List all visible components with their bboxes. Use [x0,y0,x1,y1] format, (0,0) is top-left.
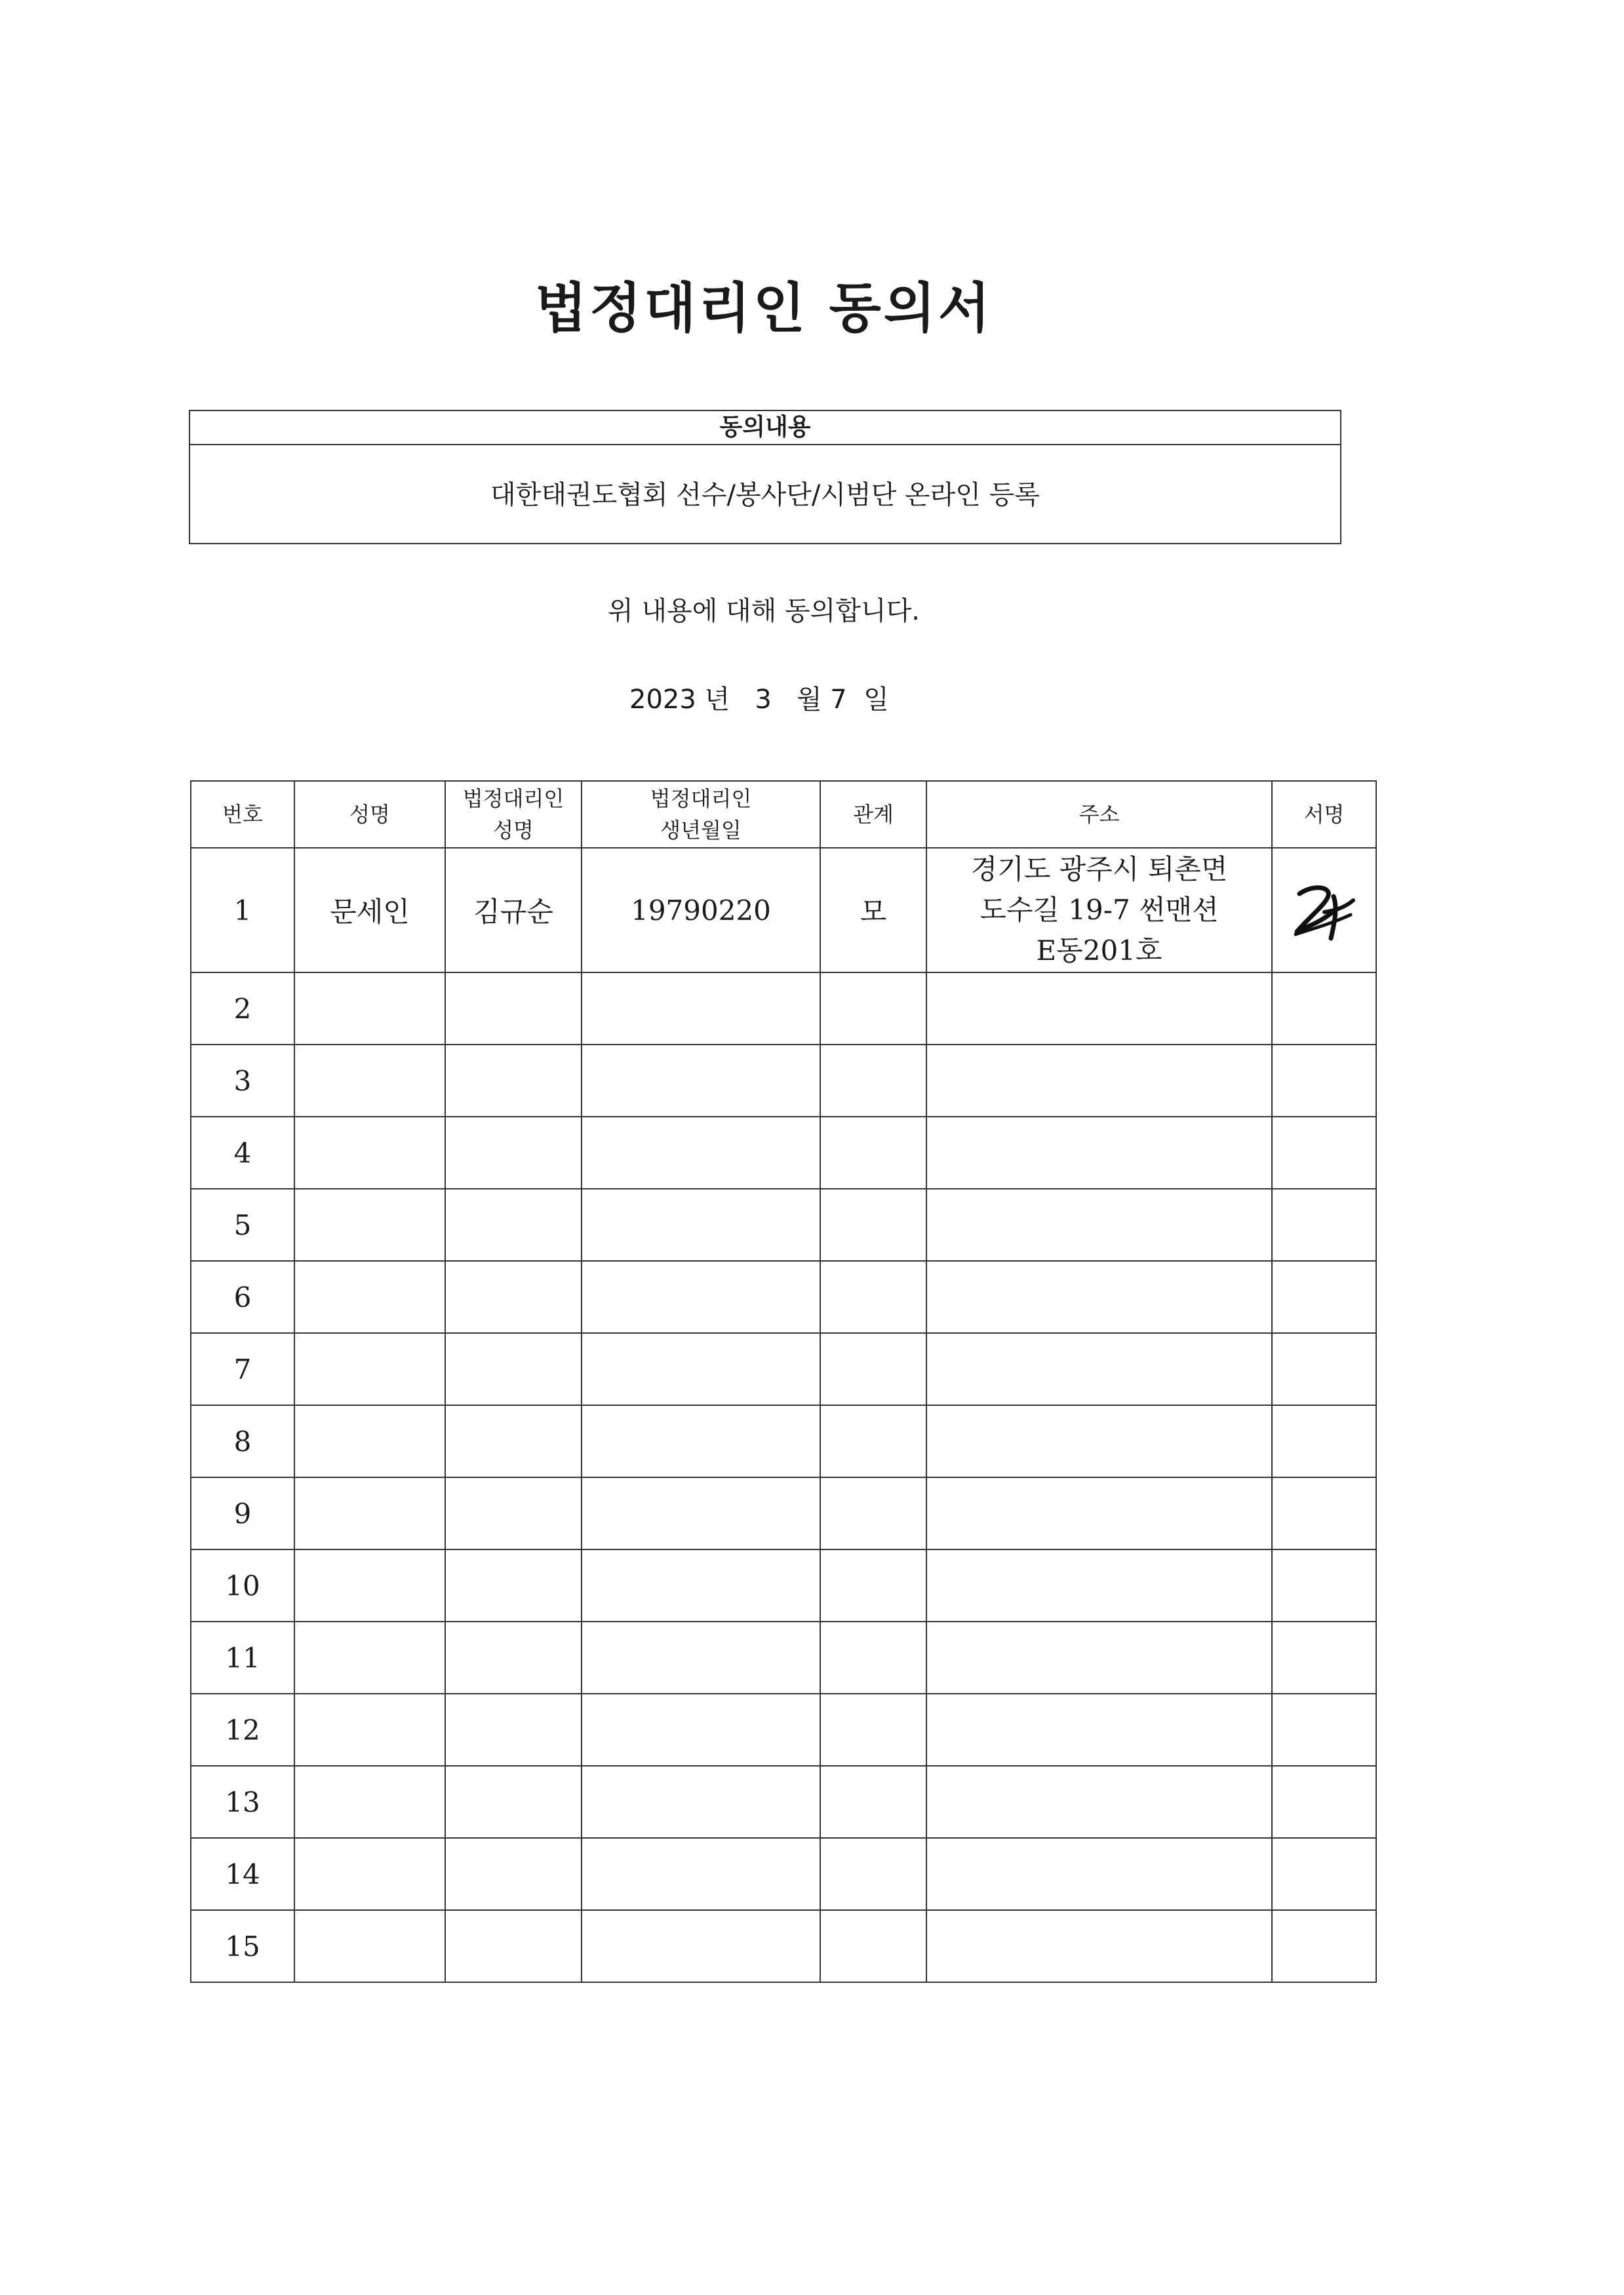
cell-name [294,1261,445,1333]
cell-name [294,1910,445,1982]
cell-address [926,972,1272,1045]
cell-address [926,848,1272,972]
cell-rep-birth [582,1261,820,1333]
representative-table [190,780,1377,1983]
cell-rep-name [445,1477,582,1549]
cell-name [294,1117,445,1189]
table-row [191,1045,1376,1117]
document-title: 법정대리인 동의서 [534,277,993,340]
table-header-row [191,781,1376,848]
cell-address [926,1910,1272,1982]
cell-no: 12 [191,1694,294,1766]
cell-rep-name [445,1333,582,1405]
cell-rep-name [445,1838,582,1910]
cell-no: 2 [191,972,294,1045]
cell-no: 6 [191,1261,294,1333]
header-rep-birth-line2: 생년월일 [660,818,742,843]
cell-address [926,1045,1272,1117]
cell-rep-birth [582,1766,820,1838]
cell-no: 11 [191,1622,294,1694]
cell-name [294,1622,445,1694]
cell-rep-name [445,1694,582,1766]
cell-relation [820,1838,926,1910]
cell-name [294,1405,445,1477]
cell-relation: 모 [820,848,926,972]
cell-no: 9 [191,1477,294,1549]
cell-rep-birth [582,1189,820,1261]
cell-name [294,1766,445,1838]
cell-rep-birth [582,1333,820,1405]
cell-address [926,1622,1272,1694]
header-rep-birth [582,781,820,848]
address-line2: 도수길 19-7 썬맨션 [980,894,1219,926]
cell-signature [1272,1333,1376,1405]
cell-rep-birth [582,1549,820,1622]
cell-rep-name [445,1045,582,1117]
cell-no: 7 [191,1333,294,1405]
cell-name [294,1549,445,1622]
cell-rep-birth [582,1117,820,1189]
cell-signature [1272,1261,1376,1333]
cell-signature [1272,1838,1376,1910]
handwritten-signature [1285,874,1364,946]
cell-name [294,1189,445,1261]
cell-signature [1272,1694,1376,1766]
header-rep-name-line1: 법정대리인 [462,786,564,811]
cell-relation [820,972,926,1045]
cell-rep-name [445,1117,582,1189]
cell-rep-birth [582,1045,820,1117]
cell-signature [1272,1045,1376,1117]
cell-rep-name [445,1766,582,1838]
table-row [191,1261,1376,1333]
cell-rep-name [445,1261,582,1333]
cell-no: 15 [191,1910,294,1982]
header-signature: 서명 [1272,781,1376,848]
header-rep-name-line2: 성명 [493,818,534,843]
cell-name: 문세인 [294,848,445,972]
date-month-label: 월 [796,685,822,715]
cell-no: 14 [191,1838,294,1910]
cell-relation [820,1694,926,1766]
date-year-label: 년 [704,685,730,715]
cell-no: 10 [191,1549,294,1622]
cell-relation [820,1910,926,1982]
cell-address [926,1117,1272,1189]
cell-signature [1272,1766,1376,1838]
cell-address [926,1333,1272,1405]
cell-rep-name [445,1549,582,1622]
cell-name [294,972,445,1045]
address-line1: 경기도 광주시 퇴촌면 [970,853,1228,885]
cell-signature [1272,1189,1376,1261]
date-year: 2023 [629,685,696,715]
table-row [191,1766,1376,1838]
cell-relation [820,1117,926,1189]
table-row [191,1549,1376,1622]
cell-name [294,1333,445,1405]
header-relation: 관계 [820,781,926,848]
cell-address [926,1261,1272,1333]
cell-name [294,1694,445,1766]
cell-signature [1272,1477,1376,1549]
cell-rep-name [445,1189,582,1261]
cell-signature [1272,972,1376,1045]
cell-relation [820,1405,926,1477]
table-row [191,1189,1376,1261]
cell-address [926,1549,1272,1622]
cell-rep-name [445,972,582,1045]
cell-rep-birth [582,1838,820,1910]
cell-rep-birth [582,1622,820,1694]
header-address: 주소 [926,781,1272,848]
cell-address [926,1838,1272,1910]
table-row [191,1694,1376,1766]
cell-relation [820,1333,926,1405]
cell-rep-birth [582,1694,820,1766]
table-row [191,1838,1376,1910]
consent-content: 대한태권도협회 선수/봉사단/시범단 온라인 등록 [490,480,1040,510]
date-day-label: 일 [863,685,889,715]
table-row [191,1910,1376,1982]
cell-rep-birth [582,1405,820,1477]
address-line3: E동201호 [1036,934,1162,967]
cell-address [926,1477,1272,1549]
header-rep-name [445,781,582,848]
table-row [191,1477,1376,1549]
table-row [191,848,1376,972]
cell-signature [1272,1405,1376,1477]
cell-signature [1272,1910,1376,1982]
cell-rep-name [445,1405,582,1477]
cell-no: 3 [191,1045,294,1117]
cell-address [926,1694,1272,1766]
cell-relation [820,1766,926,1838]
cell-no: 4 [191,1117,294,1189]
table-row [191,1622,1376,1694]
cell-name [294,1477,445,1549]
cell-rep-name: 김규순 [445,848,582,972]
cell-name [294,1045,445,1117]
cell-signature [1272,848,1376,972]
cell-rep-name [445,1910,582,1982]
cell-rep-name [445,1622,582,1694]
cell-no: 1 [191,848,294,972]
cell-relation [820,1189,926,1261]
header-name: 성명 [294,781,445,848]
cell-address [926,1766,1272,1838]
cell-rep-birth [582,972,820,1045]
cell-relation [820,1045,926,1117]
date-month: 3 [755,685,772,715]
cell-no: 5 [191,1189,294,1261]
cell-no: 13 [191,1766,294,1838]
cell-signature [1272,1117,1376,1189]
header-no: 번호 [191,781,294,848]
table-row [191,1117,1376,1189]
cell-rep-birth: 19790220 [582,848,820,972]
cell-relation [820,1549,926,1622]
table-row [191,972,1376,1045]
signing-date [629,679,889,716]
cell-signature [1272,1622,1376,1694]
table-row [191,1333,1376,1405]
header-rep-birth-line1: 법정대리인 [650,786,752,811]
cell-no: 8 [191,1405,294,1477]
agreement-statement: 위 내용에 대해 동의합니다. [608,596,920,626]
cell-relation [820,1261,926,1333]
cell-relation [820,1622,926,1694]
cell-rep-birth [582,1477,820,1549]
cell-address [926,1189,1272,1261]
consent-header: 동의내용 [190,411,1340,445]
cell-address [926,1405,1272,1477]
cell-relation [820,1477,926,1549]
table-row [191,1405,1376,1477]
cell-name [294,1838,445,1910]
cell-signature [1272,1549,1376,1622]
cell-rep-birth [582,1910,820,1982]
date-day: 7 [830,685,847,715]
consent-box [189,410,1341,544]
